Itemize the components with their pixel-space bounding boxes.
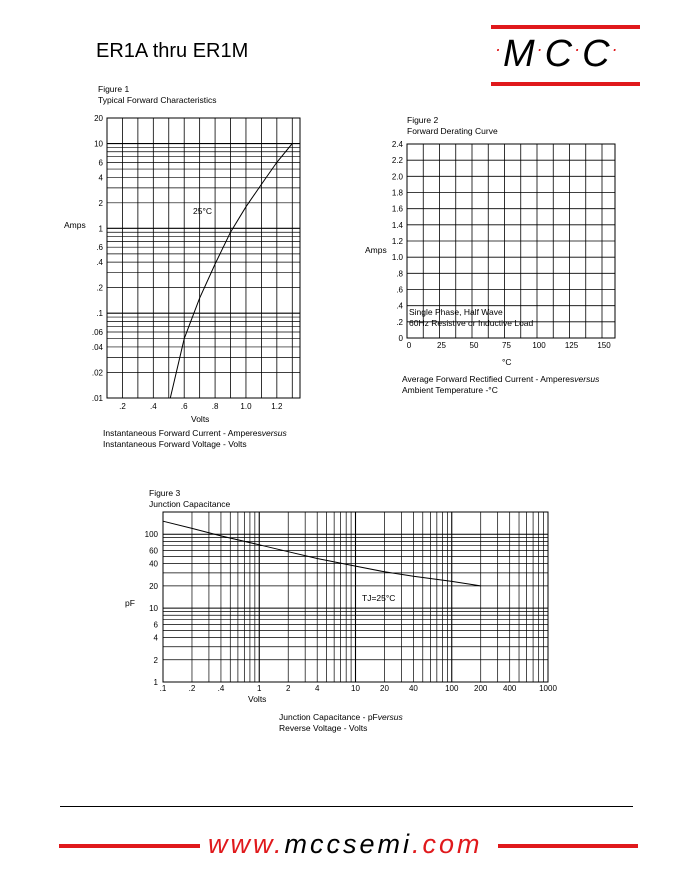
- logo-letter-c2: C: [582, 33, 611, 75]
- figure1-x-tick-label: 1.0: [240, 402, 252, 411]
- figure1-x-tick-label: .6: [180, 402, 188, 411]
- figure2-note-line2: Ambient Temperature -°C: [402, 385, 498, 395]
- figure3-annotation: TJ=25°C: [362, 593, 396, 603]
- figure3-y-axis-title: pF: [125, 598, 135, 608]
- figure3-plot: [145, 512, 558, 693]
- figure2-x-tick-label: 125: [564, 341, 579, 350]
- figure2-y-axis-title: Amps: [365, 245, 387, 255]
- figure2-x-tick-label: 100: [532, 341, 546, 350]
- figure1-y-tick-label: .4: [96, 258, 103, 268]
- figure2-x-tick-label: 25: [437, 341, 446, 350]
- figure3-series-line: [163, 521, 481, 586]
- figure3-y-tick-label: 6: [153, 620, 158, 630]
- figure1-y-tick-label: .04: [91, 342, 103, 352]
- figure1-annotation: 25°C: [193, 206, 212, 216]
- figure1-x-tick-label: 1.2: [271, 402, 283, 411]
- figure2-y-tick-label: .4: [396, 301, 403, 311]
- footer-url[interactable]: [208, 829, 483, 860]
- figure2-x-axis-title: °C: [502, 357, 512, 367]
- figure1-y-tick-label: .6: [96, 243, 103, 253]
- figure1-frame: [107, 118, 300, 398]
- figure1-y-tick-label: .2: [96, 283, 103, 293]
- figure2-y-tick-label: .2: [396, 317, 403, 327]
- figure2-note-a: Average Forward Rectified Current - Amperes: [402, 374, 575, 384]
- figure2-y-tick-label: 1.2: [391, 237, 403, 246]
- figure1-note-versus: versus: [261, 428, 287, 438]
- figure1-y-tick-label: 20: [94, 114, 103, 123]
- figure2-annotation-line2: 60Hz Resistive or Inductive Load: [409, 318, 534, 328]
- figure3-x-tick-label: 1000: [539, 684, 557, 693]
- figure1-series-line: [170, 144, 292, 399]
- figure2-y-tick-label: 2.2: [391, 156, 403, 166]
- logo-dot: ·: [536, 39, 544, 59]
- figure1-y-tick-label: 6: [98, 158, 103, 168]
- figure2-y-tick-label: 2.4: [391, 140, 403, 149]
- figure3-note-line2: Reverse Voltage - Volts: [279, 723, 368, 733]
- figure3-y-tick-label: 100: [144, 530, 158, 540]
- figure2-caption: Forward Derating Curve: [407, 126, 498, 136]
- figure3-x-tick-label: .1: [159, 684, 167, 693]
- figure1-x-tick-label: .4: [149, 402, 157, 411]
- figure2-x-tick-label: 50: [469, 341, 479, 350]
- figure1-plot: [92, 114, 300, 411]
- figure3-x-tick-label: 20: [380, 684, 389, 693]
- figure1-y-tick-label: .01: [91, 394, 103, 403]
- footer-right-bar: [498, 844, 638, 848]
- figure3-x-tick-label: .2: [188, 684, 196, 693]
- logo-letter-m: M: [503, 33, 536, 75]
- figure3-y-tick-label: 60: [149, 546, 158, 556]
- figure3-y-tick-label: 10: [149, 604, 158, 614]
- figure1-x-axis-title: Volts: [191, 414, 210, 424]
- figure2-y-tick-label: 1.8: [391, 188, 403, 198]
- figure3-caption: Junction Capacitance: [149, 499, 231, 509]
- figure3-y-tick-label: 4: [153, 633, 158, 643]
- footer-divider: [60, 806, 633, 807]
- figure2-note-line1: [402, 374, 599, 385]
- figure2-x-tick-label: 0: [406, 341, 412, 350]
- figure1-label: Figure 1: [98, 84, 130, 94]
- figure2-note-versus: versus: [574, 374, 600, 384]
- figure3-x-tick-label: 1: [257, 684, 262, 693]
- figure3-x-tick-label: 2: [285, 684, 291, 693]
- footer-left-bar: [59, 844, 200, 848]
- figure2-x-tick-label: 150: [597, 341, 611, 350]
- footer-url-tld: .com: [412, 829, 483, 859]
- figure1-y-tick-label: 2: [98, 198, 103, 208]
- figure1-y-axis-title: Amps: [64, 220, 86, 230]
- figure3-x-tick-label: 10: [351, 684, 360, 693]
- figure1-y-tick-label: 10: [94, 139, 103, 149]
- footer-url-www: www.: [208, 829, 285, 859]
- figure3-y-tick-label: 40: [149, 559, 158, 569]
- figure1-x-tick-label: .8: [211, 402, 219, 411]
- figure3-x-tick-label: .4: [217, 684, 225, 693]
- figure3-note-a: Junction Capacitance - pF: [279, 712, 378, 722]
- figure1-y-tick-label: .1: [96, 309, 103, 319]
- figure3-label: Figure 3: [149, 488, 181, 498]
- figure3-note-versus: versus: [377, 712, 403, 722]
- figure1-y-tick-label: .02: [91, 368, 103, 378]
- figure2-y-tick-label: 2.0: [391, 172, 403, 182]
- figure1-y-tick-label: 4: [98, 173, 103, 183]
- page-title: ER1A thru ER1M: [96, 40, 249, 62]
- logo-dot: ·: [495, 39, 502, 59]
- figure1-note-a: Instantaneous Forward Current - Amperes: [103, 428, 262, 438]
- logo-dot: ·: [574, 39, 582, 59]
- figure1-y-tick-label: 1: [98, 224, 103, 234]
- figure3-x-tick-label: 4: [314, 684, 320, 693]
- figure3-note-line1: [279, 712, 403, 723]
- figure2-label: Figure 2: [407, 115, 439, 125]
- figure3-y-tick-label: 20: [149, 581, 158, 591]
- figure3-x-axis-title: Volts: [248, 694, 267, 704]
- logo-dot: ·: [611, 39, 619, 59]
- figure3-y-tick-label: 1: [153, 678, 158, 687]
- figure2-annotation-line1: Single Phase, Half Wave: [409, 307, 503, 317]
- figure2-y-tick-label: 1.6: [391, 204, 403, 214]
- figure2-x-tick-label: 75: [502, 341, 511, 350]
- figure2-y-tick-label: 0: [398, 334, 403, 343]
- figure3-y-tick-label: 2: [153, 655, 158, 665]
- figure3-x-tick-label: 400: [503, 684, 517, 693]
- figure2-y-tick-label: .6: [396, 285, 403, 295]
- figure1-caption: Typical Forward Characteristics: [98, 95, 217, 105]
- figure1-y-tick-label: .06: [91, 327, 103, 337]
- figure1-note-line2: Instantaneous Forward Voltage - Volts: [103, 439, 247, 449]
- figure2-y-tick-label: 1.0: [391, 253, 403, 263]
- figure3-x-tick-label: 100: [445, 684, 459, 693]
- footer-url-domain: mccsemi: [284, 829, 413, 859]
- figure3-x-tick-label: 40: [408, 684, 418, 693]
- logo-letter-c1: C: [544, 33, 574, 75]
- figure3-x-tick-label: 200: [474, 684, 488, 693]
- figure1-x-tick-label: .2: [119, 402, 126, 411]
- figure2-y-tick-label: .8: [396, 269, 403, 279]
- figure2-y-tick-label: 1.4: [391, 220, 403, 230]
